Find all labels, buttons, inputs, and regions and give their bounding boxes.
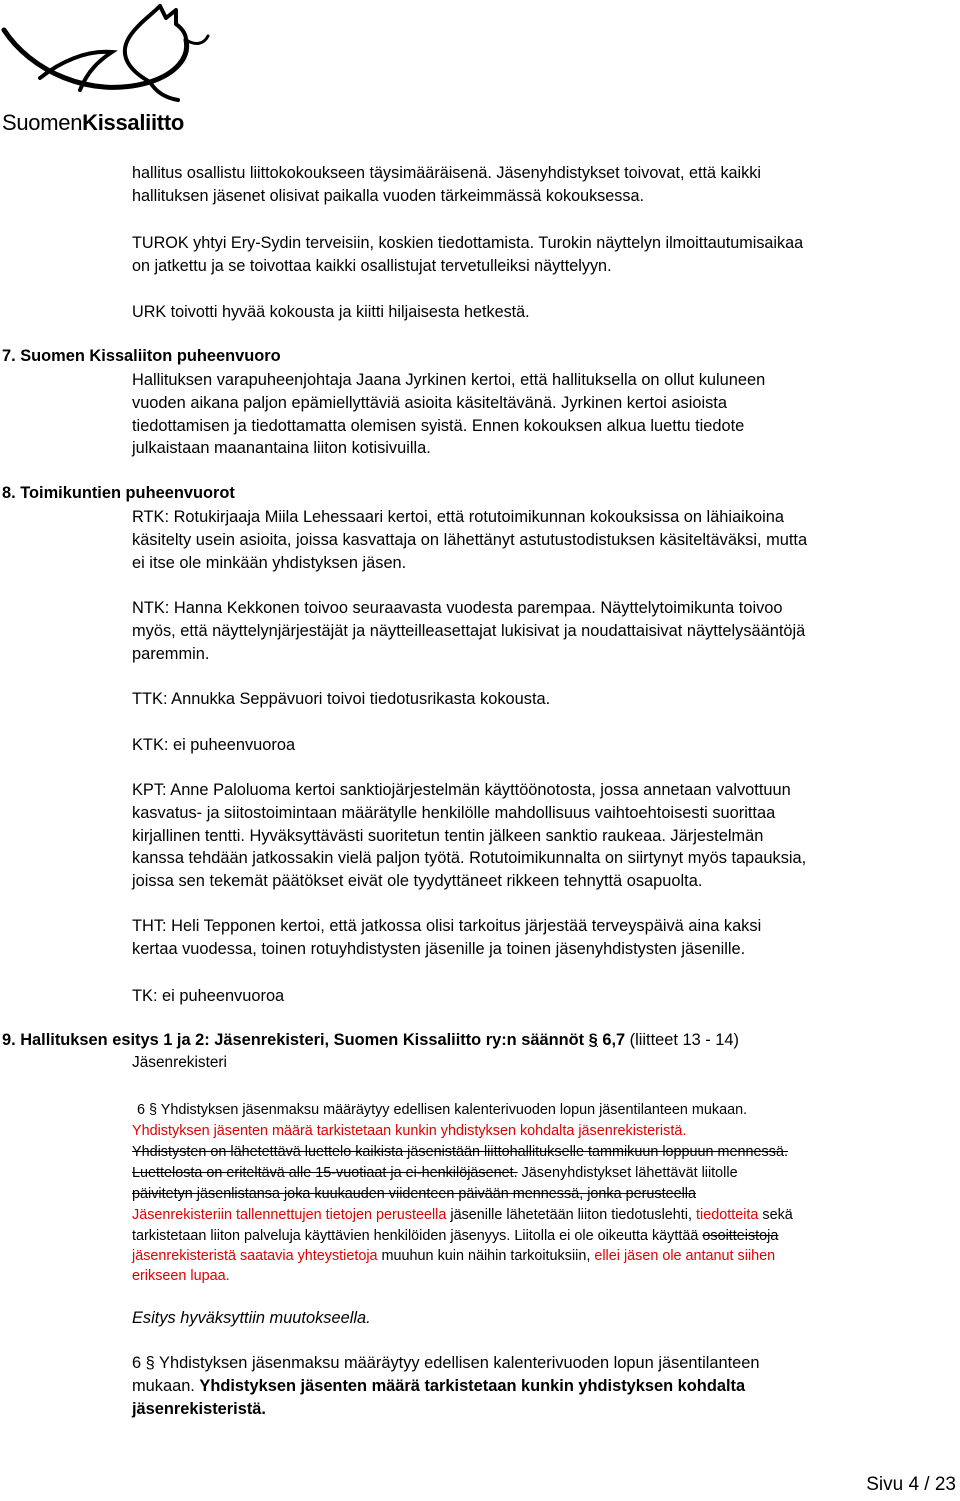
text-line: myös, että näyttelynjärjestäjät ja näytteilleasettajat lukisivat ja noudattaisivat näyttelysääntöjä [132, 621, 806, 640]
text-line: URK toivotti hyvää kokousta ja kiitti hiljaisesta hetkestä. [132, 303, 530, 321]
text-line: kirjallinen tentti. Hyväksyttävästi suoritetun tentin jälkeen sanktio raukeaa. Järjestelmän [132, 826, 764, 845]
text-line: paremmin. [132, 644, 210, 663]
proposal-line-2: Yhdistyksen jäsenten määrä tarkistetaan kunkin yhdistyksen kohdalta jäsenrekisteristä. [132, 1123, 687, 1139]
section-sign: 6 § [137, 1102, 161, 1118]
section-sign: 6 § [132, 1354, 160, 1372]
text-span-red: Jäsenrekisteriin tallennettujen tietojen perusteella [132, 1207, 447, 1223]
text-span: tarkistetaan liiton palveluja käyttävien henkilöiden jäsenyys. Liitolla ei ole oikeutta käyttää [132, 1228, 703, 1244]
logo-text [2, 110, 184, 136]
text-span: muuhun kuin näihin tarkoituksiin, [377, 1248, 595, 1264]
rtk-paragraph [132, 506, 952, 574]
text-line: kertaa vuodessa, toinen rotuyhdistysten jäsenille ja toinen jäsenyhdistysten jäsenille. [132, 939, 746, 958]
text-line: THT: Heli Tepponen kertoi, että jatkossa olisi tarkoitus järjestää terveyspäivä aina kaksi [132, 917, 762, 935]
proposal-line-5: päivitetyn jäsenlistansa joka kuukauden viidenteen päivään mennessä, jonka perusteella [132, 1186, 697, 1202]
text-span: Jäsenyhdistykset lähettävät liitolle [517, 1165, 738, 1181]
section-sign: § [588, 1031, 598, 1049]
text-line: Hallituksen varapuheenjohtaja Jaana Jyrkinen kertoi, että hallituksella on ollut kuluneen [132, 371, 766, 389]
tk-paragraph: TK: ei puheenvuoroa [132, 987, 285, 1005]
text-span: mukaan. [132, 1376, 200, 1395]
heading-section-numbers: 6,7 [597, 1031, 626, 1049]
proposal-line-6 [132, 1205, 793, 1226]
text-line: vuoden aikana paljon epämiellyttäviä asioita käsiteltävänä. Jyrkinen kertoi asioista [132, 393, 727, 412]
text-line: hallitus osallistu liittokokoukseen täysimääräisenä. Jäsenyhdistykset toivovat, että kaikki [132, 164, 761, 182]
proposal-line-3: Yhdistysten on lähetettävä luettelo kaikista jäsenistään liittohallitukselle tammikuun loppuun mennessä. [132, 1144, 788, 1160]
section-9-subheading: Jäsenrekisteri [132, 1054, 227, 1071]
text-line: joissa sen tekemät päätökset eivät ole tyydyttäneet rikkeen tehnyttä osapuolta. [132, 872, 703, 891]
final-rule [132, 1352, 952, 1420]
text-span-red: tiedotteita [696, 1207, 759, 1223]
proposal-line-8 [132, 1246, 775, 1267]
text-span-bold: jäsenrekisteristä. [132, 1399, 266, 1418]
text-line: kasvatus- ja siitostoimintaan määrätylle henkilölle mahdollisuus vaihtoehtoisesti suorittaa [132, 803, 776, 822]
text-line: käsitelty usein asioita, joissa kasvattaja on lähettänyt astutustodistuksen käsiteltäväksi, mutta [132, 530, 808, 549]
text-line: NTK: Hanna Kekkonen toivoo seuraavasta vuodesta parempaa. Näyttelytoimikunta toivoo [132, 599, 783, 617]
section-9-heading [2, 1029, 739, 1052]
heading-text: 9. Hallituksen esitys 1 ja 2: Jäsenrekisteri, Suomen Kissaliitto ry:n säännöt [2, 1031, 589, 1049]
paragraph-turok [132, 232, 952, 278]
section-7-body [132, 369, 952, 460]
text-line: on jatkettu ja se toivottaa kaikki osallistujat tervetulleiksi näyttelyyn. [132, 257, 612, 275]
text-line [132, 1352, 952, 1375]
heading-attachments: (liitteet 13 - 14) [625, 1031, 739, 1049]
text-line: julkaistaan maanantaina liiton kotisivuilla. [132, 439, 431, 458]
text-line: hallituksen jäsenet olisivat paikalla vuoden tärkeimmässä kokouksessa. [132, 187, 644, 205]
text-span: jäsenille lähetetään liiton tiedotuslehti, [446, 1207, 696, 1223]
proposal-line-4 [132, 1163, 738, 1184]
text-span-strike: Luettelosta on eriteltävä alle 15-vuotiaat ja ei-henkilöjäsenet. [132, 1165, 518, 1181]
ntk-paragraph [132, 597, 952, 665]
paragraph-urk [132, 301, 952, 324]
text-line [132, 1398, 952, 1421]
text-span-red: ellei jäsen ole antanut siihen [594, 1248, 776, 1264]
text-line: ei itse ole minkään yhdistyksen jäsen. [132, 553, 407, 572]
ttk-paragraph: TTK: Annukka Seppävuori toivoi tiedotusrikasta kokousta. [132, 690, 551, 708]
text-line: tiedottamisen ja tiedottamatta olemisen syistä. Ennen kokouksen alkua luettu tiedote [132, 416, 745, 435]
text-line: KPT: Anne Paloluoma kertoi sanktiojärjestelmän käyttöönotosta, jossa annetaan valvottuun [132, 781, 791, 799]
text-span-red: jäsenrekisteristä saatavia yhteystietoja [132, 1248, 378, 1264]
kpt-paragraph [132, 779, 952, 893]
text-span-strike: osoitteistoja [702, 1228, 779, 1244]
section-8-heading: 8. Toimikuntien puheenvuorot [2, 484, 235, 502]
logo [0, 0, 210, 140]
text-line: kanssa tehdään jatkossakin vielä paljon työtä. Rotutoimikunnalta on siirtynyt myös tapauksia, [132, 849, 807, 868]
page-number: Sivu 4 / 23 [866, 1474, 956, 1495]
cat-logo-icon [0, 0, 210, 110]
text-span: Yhdistyksen jäsenmaksu määräytyy edellisen kalenterivuoden lopun jäsentilanteen [159, 1354, 760, 1372]
logo-text-regular: Suomen [2, 110, 83, 135]
text-line: RTK: Rotukirjaaja Miila Lehessaari kertoi, että rotutoimikunnan kokouksissa on lähiaikoina [132, 508, 785, 526]
text-span: sekä [758, 1207, 793, 1223]
proposal-line-1 [137, 1100, 747, 1121]
paragraph-board-attendance [132, 162, 952, 208]
proposal-line-9: erikseen lupaa. [132, 1268, 230, 1284]
text-span-bold: Yhdistyksen jäsenten määrä tarkistetaan kunkin yhdistyksen kohdalta [199, 1376, 746, 1395]
section-7-heading: 7. Suomen Kissaliiton puheenvuoro [2, 347, 281, 365]
text-line: TUROK yhtyi Ery-Sydin terveisiin, koskien tiedottamista. Turokin näyttelyn ilmoittautumisaikaa [132, 234, 804, 252]
tht-paragraph [132, 915, 952, 961]
logo-text-bold: Kissaliitto [82, 110, 184, 135]
ktk-paragraph: KTK: ei puheenvuoroa [132, 736, 296, 754]
proposal-line-7 [132, 1226, 778, 1247]
accepted-note: Esitys hyväksyttiin muutokseella. [132, 1309, 371, 1327]
text-line [132, 1375, 952, 1398]
text-span: Yhdistyksen jäsenmaksu määräytyy edellisen kalenterivuoden lopun jäsentilanteen mukaan. [160, 1102, 748, 1118]
